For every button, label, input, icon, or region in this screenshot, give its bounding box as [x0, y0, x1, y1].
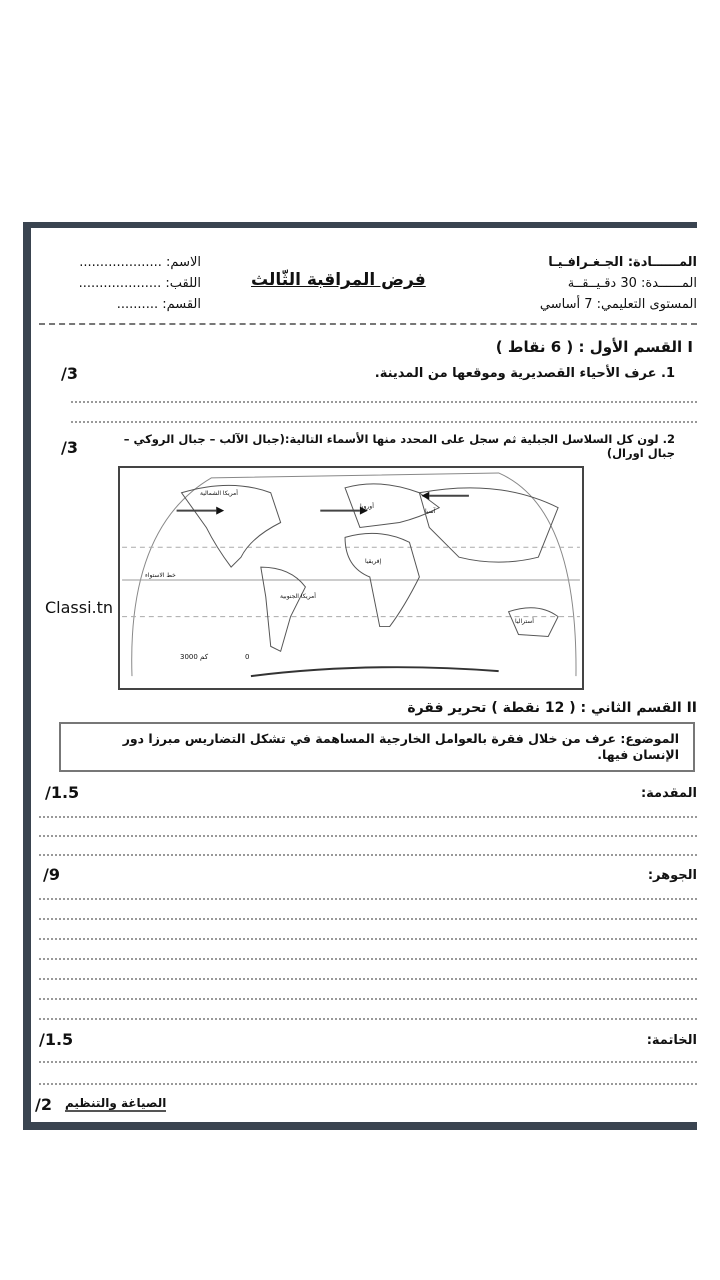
- answer-line[interactable]: [39, 938, 697, 940]
- answer-line[interactable]: [39, 835, 697, 837]
- answer-line[interactable]: [71, 401, 697, 403]
- conclusion-label: الخاتمة:: [646, 1033, 697, 1048]
- answer-line[interactable]: [71, 421, 697, 423]
- style-label: الصياغة والتنظيم: [65, 1096, 167, 1110]
- header-right: [477, 252, 697, 315]
- answer-line[interactable]: [39, 958, 697, 960]
- question-2: 2. لون كل السلاسل الجبلية ثم سجل على المحدد منها الأسماء التالية:(جبال الآلب – جبال الروكي –جبال اورال): [123, 432, 675, 460]
- answer-line[interactable]: [39, 1061, 697, 1063]
- map-scale: 3000 كم: [180, 653, 209, 661]
- body-mark: /9: [43, 865, 60, 884]
- map-scale-zero: 0: [245, 653, 250, 661]
- class-field[interactable]: القسم: ..........: [116, 297, 201, 312]
- intro-mark: /1.5: [45, 783, 80, 802]
- intro-label: المقدمة:: [640, 786, 697, 801]
- question-2-mark: /3: [61, 438, 78, 457]
- duration: المــــــدة: 30 دقـيــقــة: [567, 276, 697, 291]
- map-label: أمريكا الجنوبية: [280, 593, 316, 600]
- map-label: أستراليا: [515, 618, 534, 625]
- topic-box: [59, 722, 695, 772]
- map-label: أوروبا: [360, 503, 374, 510]
- answer-line[interactable]: [39, 918, 697, 920]
- body-label: الجوهر:: [647, 868, 697, 883]
- header-divider: [39, 323, 697, 325]
- map-label: أمريكا الشمالية: [200, 490, 238, 497]
- subject: المــــــادة: الجـغـرافـيـا: [548, 255, 697, 270]
- level: المستوى التعليمي: 7 أساسي: [539, 297, 697, 312]
- part1-title: I القسم الأول : ( 6 نقاط ): [495, 338, 693, 356]
- exam-sheet: [23, 222, 697, 1130]
- watermark: Classi.tn: [45, 598, 114, 617]
- answer-line[interactable]: [39, 1018, 697, 1020]
- answer-line[interactable]: [39, 898, 697, 900]
- style-mark: /2: [35, 1095, 52, 1114]
- answer-line[interactable]: [39, 998, 697, 1000]
- exam-title: فرض المراقبة الثّالث: [251, 270, 426, 290]
- answer-line[interactable]: [39, 854, 697, 856]
- map-label: خط الاستواء: [145, 572, 176, 579]
- answer-line[interactable]: [39, 1083, 697, 1085]
- name-field[interactable]: الاسم: ....................: [79, 255, 201, 270]
- question-1-mark: /3: [61, 364, 78, 383]
- answer-line[interactable]: [39, 816, 697, 818]
- part2-title: II القسم الثاني : ( 12 نقطة ) تحرير فقرة: [407, 700, 697, 716]
- answer-line[interactable]: [39, 978, 697, 980]
- conclusion-mark: /1.5: [39, 1030, 74, 1049]
- world-map[interactable]: [118, 466, 584, 690]
- surname-field[interactable]: اللقب: ....................: [78, 276, 201, 291]
- map-label: إفريقيا: [365, 558, 382, 565]
- map-label: آسيا: [425, 508, 436, 515]
- header-left: [41, 252, 201, 315]
- topic: الموضوع: عرف من خلال فقرة بالعوامل الخارجية المساهمة في تشكل التضاريس مبرزا دور الإنسان فيها.: [122, 731, 679, 762]
- question-1: 1. عرف الأحياء القصديرية وموقعها من المدينة.: [374, 366, 675, 381]
